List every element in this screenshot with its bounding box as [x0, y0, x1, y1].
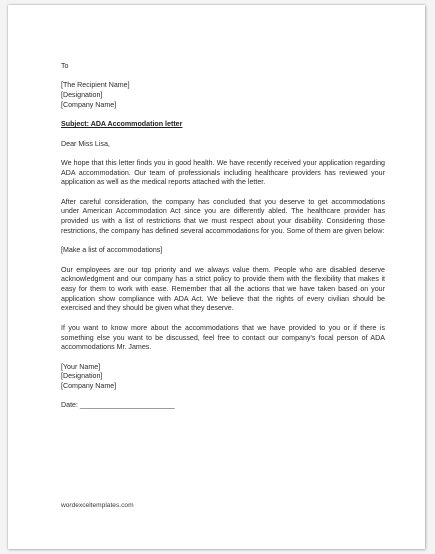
- sender-designation: [Designation]: [61, 372, 103, 381]
- paragraph-policy: Our employees are our top priority and we always value them. People who are disabled deserve acknowledgment and our company has a strict policy to provide them with the flexibility that makes it easy for them to work with ease. Remember that all the actions that we have taken based on your application show compliance with ADA Act. We believe that the rights of every civilian should be exercised and they should be given what they deserve.: [61, 265, 385, 313]
- recipient-company: [Company Name]: [61, 100, 117, 109]
- paragraph-accommodations-list: [Make a list of accommodations]: [61, 246, 163, 255]
- letter-subject: Subject: ADA Accommodation letter: [61, 120, 183, 129]
- sender-name: [Your Name]: [61, 362, 101, 371]
- document-page: [8, 5, 425, 549]
- recipient-name: [The Recipient Name]: [61, 81, 130, 90]
- paragraph-contact: If you want to know more about the accommodations that we have provided to you or if there is something else you want to be discussed, feel free to contact our company's focal person of ADA accommodations Mr. James.: [61, 323, 385, 352]
- salutation: Dear Miss Lisa,: [61, 139, 110, 148]
- paragraph-consideration: After careful consideration, the company has concluded that you deserve to get accommodations under American Accommodation Act since you are differently abled. The healthcare provider has provided us with a list of restrictions that we must respect about your disability. Considering those restrictions, the company has defined several accommodations for you. Some of them are given below:: [61, 197, 385, 235]
- recipient-designation: [Designation]: [61, 91, 103, 100]
- date-line: Date: ________________________: [61, 401, 175, 410]
- letter-body: [61, 62, 385, 411]
- to-label: To: [61, 62, 69, 70]
- sender-company: [Company Name]: [61, 382, 117, 391]
- paragraph-intro: We hope that this letter finds you in good health. We have recently received your application regarding ADA accommodation. Our team of professionals including healthcare providers has reviewed your application as well as the medical reports attached with the letter.: [61, 158, 385, 187]
- footer-website: wordexceltemplates.com: [61, 502, 134, 509]
